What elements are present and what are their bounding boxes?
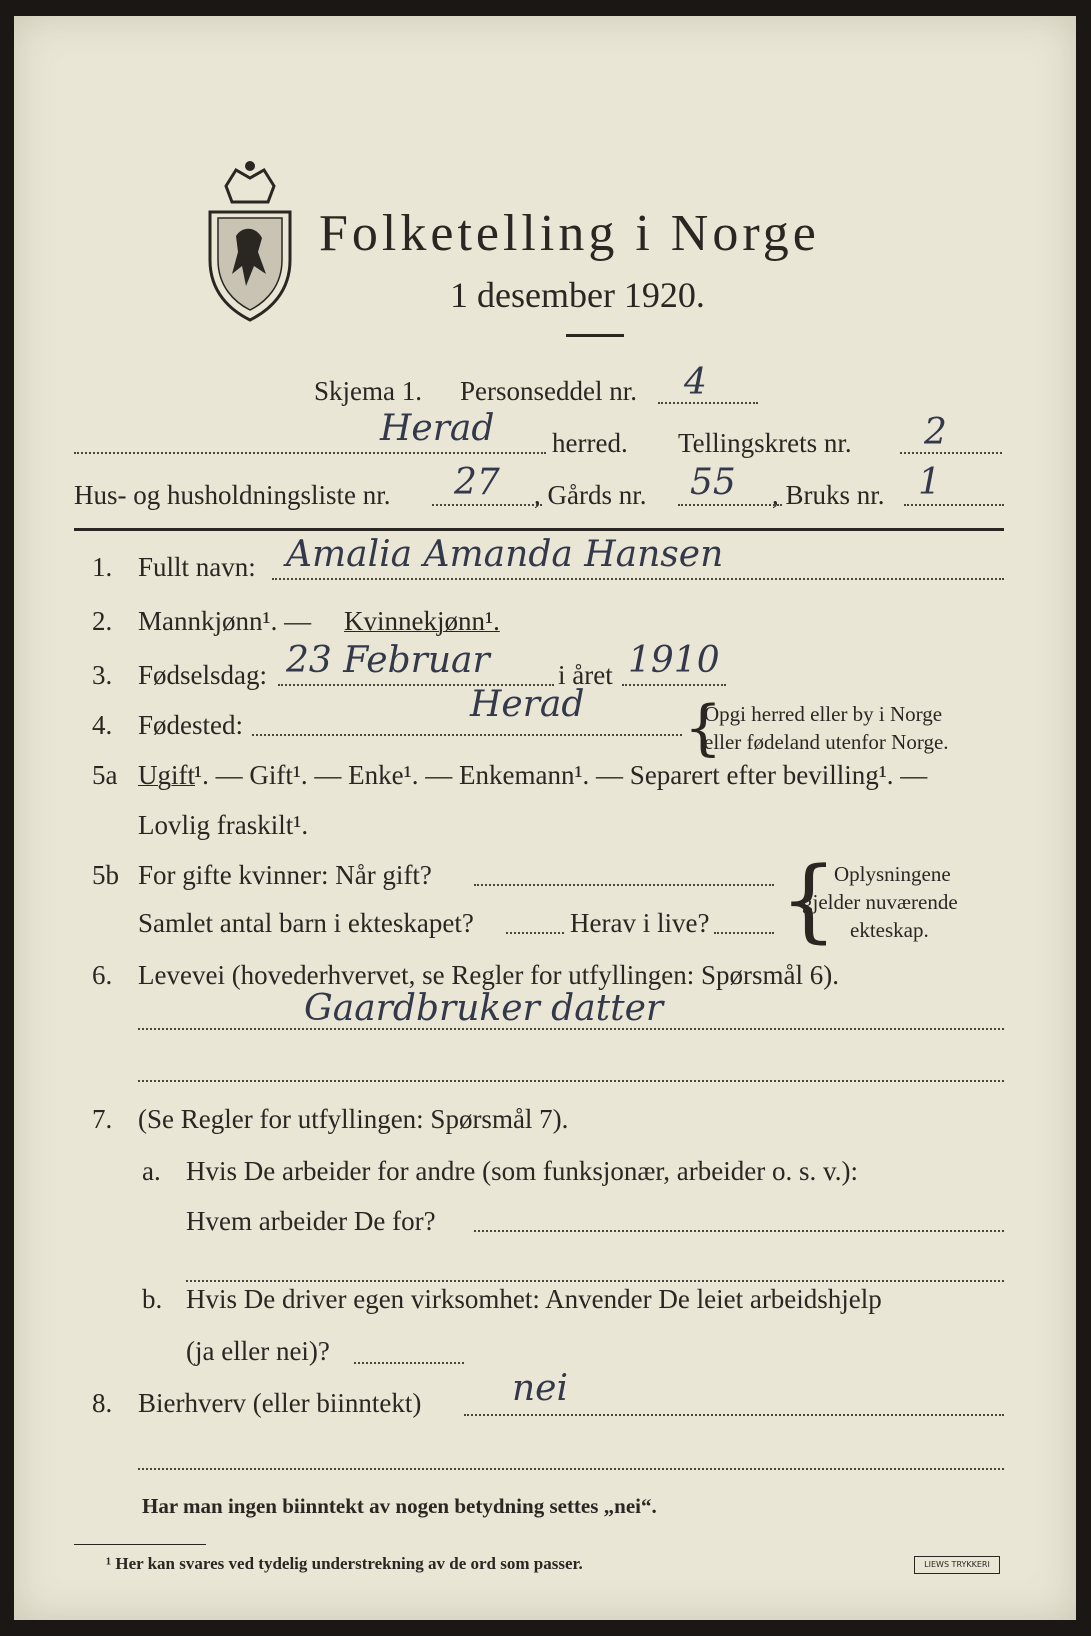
gards-value: 55 (690, 462, 736, 503)
q8-answer: nei (512, 1368, 569, 1409)
form-title: Folketelling i Norge (319, 205, 820, 262)
q3-number: 3. (92, 660, 113, 690)
coat-of-arms-icon (196, 156, 304, 326)
q5b-line1: For gifte kvinner: Når gift? (138, 860, 432, 890)
q7a-field-line2[interactable] (186, 1280, 1004, 1282)
q7a-line1: Hvis De arbeider for andre (som funksjonær, arbeider o. s. v.): (186, 1156, 858, 1186)
q2-male-option: Mannkjønn¹. — (138, 606, 312, 636)
q5b-alive-label: Herav i live? (570, 908, 710, 938)
q7a-letter: a. (142, 1156, 161, 1186)
hus-value: 27 (454, 462, 500, 503)
q7a-field-line1[interactable] (474, 1230, 1004, 1232)
herred-field[interactable] (74, 452, 546, 454)
q5a-number: 5a (92, 760, 118, 790)
tellingskrets-field[interactable] (900, 452, 1002, 454)
q4-label: Fødested: (138, 710, 243, 740)
bruks-value: 1 (918, 462, 941, 503)
q1-label: Fullt navn: (138, 552, 256, 582)
q5b-note-line3: ekteskap. (850, 918, 929, 942)
bruks-label: , Bruks nr. (772, 480, 885, 510)
gards-label: , Gårds nr. (534, 480, 647, 510)
q5b-children-field[interactable] (506, 932, 564, 934)
q6-answer: Gaardbruker datter (304, 988, 664, 1029)
q6-number: 6. (92, 960, 113, 990)
personseddel-value: 4 (684, 362, 707, 403)
q5b-children-label: Samlet antal barn i ekteskapet? (138, 908, 474, 938)
q5a-line2: Lovlig fraskilt¹. (138, 810, 309, 840)
q7b-line2: (ja eller nei)? (186, 1336, 330, 1366)
personseddel-field[interactable] (658, 402, 758, 404)
footer-note: Har man ingen biinntekt av nogen betydning settes „nei“. (142, 1494, 657, 1518)
q4-note-brace: { (684, 693, 723, 763)
q4-number: 4. (92, 710, 113, 740)
q7-number: 7. (92, 1104, 113, 1134)
q7-label: (Se Regler for utfyllingen: Spørsmål 7). (138, 1104, 569, 1134)
q7a-line2: Hvem arbeider De for? (186, 1206, 436, 1236)
q7b-letter: b. (142, 1284, 163, 1314)
footnote-rule (74, 1544, 206, 1545)
q4-note-line1: Opgi herred eller by i Norge (704, 702, 943, 726)
footnote: ¹ Her kan svares ved tydelig understrekning av de ord som passer. (106, 1554, 583, 1573)
q6-label: Levevei (hovederhvervet, se Regler for utfyllingen: Spørsmål 6). (138, 960, 840, 990)
q4-note-line2: eller fødeland utenfor Norge. (704, 730, 949, 754)
tellingskrets-label: Tellingskrets nr. (678, 428, 852, 458)
q7b-field[interactable] (354, 1362, 464, 1364)
bruks-field[interactable] (904, 504, 1004, 506)
hus-label: Hus- og husholdningsliste nr. (74, 480, 391, 510)
hus-field[interactable] (432, 504, 542, 506)
q4-field[interactable] (252, 734, 682, 736)
q5b-alive-field[interactable] (714, 932, 774, 934)
census-date: 1 desember 1920. (450, 275, 705, 315)
tellingskrets-value: 2 (924, 412, 947, 453)
q3-year-field[interactable] (622, 684, 726, 686)
q5a-options: ¹. — Gift¹. — Enke¹. — Enkemann¹. — Separert efter bevilling¹. — (194, 760, 928, 790)
q8-field[interactable] (464, 1414, 1004, 1416)
census-form (14, 16, 1076, 1620)
q7b-line1: Hvis De driver egen virksomhet: Anvender De leiet arbeidshjelp (186, 1284, 882, 1314)
q5a-selected-option: Ugift (138, 760, 195, 790)
gards-field[interactable] (678, 504, 782, 506)
q8-label: Bierhverv (eller biinntekt) (138, 1388, 422, 1418)
schema-label: Skjema 1. (314, 376, 422, 406)
q4-answer: Herad (470, 684, 585, 725)
q3-day-answer: 23 Februar (286, 640, 490, 681)
q5b-note-line1: Oplysningene (834, 862, 951, 886)
herred-value: Herad (380, 408, 495, 449)
q3-year-answer: 1910 (628, 640, 720, 681)
q5b-note-brace: { (780, 848, 838, 953)
q2-number: 2. (92, 606, 113, 636)
q8-field-line2[interactable] (138, 1468, 1004, 1470)
q6-field-line1[interactable] (138, 1028, 1004, 1030)
q8-number: 8. (92, 1388, 113, 1418)
q5b-when-field[interactable] (474, 884, 774, 886)
q5b-number: 5b (92, 860, 119, 890)
printer-mark: LIEWS TRYKKERI (914, 1556, 1000, 1574)
q2-female-option-selected: Kvinnekjønn¹. (344, 606, 500, 636)
q3-year-label: i året (558, 660, 613, 690)
q1-number: 1. (92, 552, 113, 582)
q5b-note-line2: gjelder nuværende (802, 890, 958, 914)
q3-label: Fødselsdag: (138, 660, 268, 690)
q6-field-line2[interactable] (138, 1080, 1004, 1082)
header-rule (74, 528, 1004, 531)
title-divider (566, 334, 624, 337)
q1-answer: Amalia Amanda Hansen (286, 534, 724, 575)
q1-field[interactable] (272, 578, 1004, 580)
herred-label: herred. (552, 428, 628, 458)
personseddel-label: Personseddel nr. (460, 376, 637, 406)
